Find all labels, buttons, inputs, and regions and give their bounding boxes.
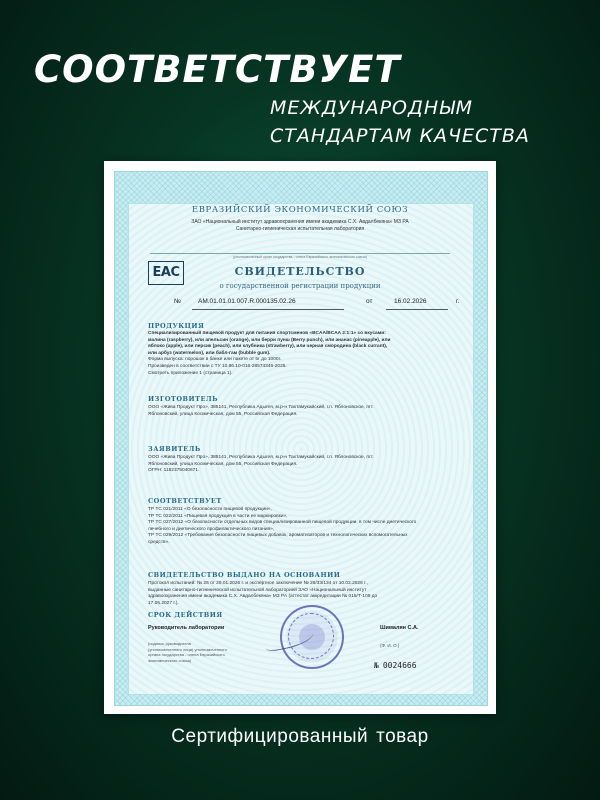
applicant-text (148, 455, 454, 475)
basis-text (148, 581, 454, 607)
footer-caption (0, 726, 600, 748)
basis-line: Протокол испытаний: № 26 от 29.01.2026 г. и экспертное заключение № 26/33/134 от 10.02.2026 г., (148, 581, 368, 586)
number-label: № (174, 298, 181, 305)
certificate-title: СВИДЕТЕЛЬСТВО (234, 265, 366, 278)
serial-value: 0024666 (382, 661, 417, 670)
applicant-heading: ЗАЯВИТЕЛЬ (148, 445, 201, 453)
conforms-line: ТР ТС 027/2012 «О безопасности отдельных видов специализированной пищевой продукции, в том числе диетического (148, 520, 417, 526)
basis-line: здравоохранения имени академика С.Х. Авдалбекяна» МЗ РА (аттестат аккредитации № 015/Т-109 до (148, 594, 378, 600)
product-line: Форма выпуска: порошок в банке или пакете от 5г до 1000г. (148, 357, 282, 363)
manufacturer-heading: ИЗГОТОВИТЕЛЬ (148, 395, 219, 403)
issuer-line: Санитарно-гигиеническая испытательная лаборатория (235, 226, 365, 232)
date-label: от (366, 298, 373, 305)
conforms-heading: СООТВЕТСТВУЕТ (148, 497, 222, 505)
headline: СООТВЕТСТВУЕТ (34, 48, 401, 91)
serial-number (374, 661, 417, 670)
conforms-text (148, 507, 454, 547)
issuer-line: ЗАО «Национальный институт здравоохранения имени академика С.Х. Авдалбекяна» МЗ РА (191, 219, 409, 225)
subheadline-line: СТАНДАРТАМ КАЧЕСТВА (270, 125, 530, 147)
number-underline (192, 309, 344, 310)
conforms-line: ТР ТС 022/2011 «Пищевая продукция в части ее маркировки», (148, 513, 288, 519)
footnote-line: (подпись руководителя (148, 641, 191, 646)
product-heading: ПРОДУКЦИЯ (148, 322, 205, 330)
product-line: или арбуз (watermelon), или бабл-гам (bubble gum). (148, 350, 271, 356)
manufacturer-text (148, 405, 454, 418)
footer-word: товар (376, 726, 429, 747)
signer-role: Руководитель лаборатории (148, 625, 225, 631)
applicant-line: Яблоновский, улица Космическая, дом 55, Российская Федерация. (148, 461, 298, 467)
date-underline (386, 309, 448, 310)
applicant-line: ООО «Жива Продукт Про», 385141, Республика Адыгея, м.р-н Тахтамукайский, г.п. Яблоновское, пгт. (148, 455, 374, 460)
body-caption: (уполномоченный орган государства - члена Евразийского экономического союза) (233, 255, 367, 259)
footnote-line: (уполномоченного лица) уполномоченного (148, 646, 227, 652)
basis-line: выданные санитарно-гигиенической испытательной лабораторией ЗАО «Национальный институт (148, 587, 367, 593)
union-title: ЕВРАЗИЙСКИЙ ЭКОНОМИЧЕСКИЙ СОЮЗ (191, 205, 409, 215)
product-line: Произведен в соответствии с ТУ 10.86.10-016-28574346-2025. (148, 363, 287, 369)
footnote-line: экономического союза) (148, 657, 192, 663)
product-line: Специализированный пищевой продукт для питания спортсменов «BCAA/BCAA 2:1:1» со вкусами: (148, 331, 386, 336)
conforms-line: ТР ТС 029/2012 «Требования безопасности пищевых добавок, ароматизаторов и технологических вспомогательных (148, 533, 408, 539)
certificate-subtitle: о государственной регистрации продукции (219, 282, 381, 290)
conforms-line: лечебного и диетического профилактического питания», (148, 526, 275, 532)
signature-footnote (148, 641, 248, 663)
stamp-caption: (Ф. И. О.) (380, 643, 400, 648)
subheadline-line: МЕЖДУНАРОДНЫМ (270, 97, 474, 119)
footnote-line: органа государства - члена Евразийского (148, 652, 225, 657)
manufacturer-line: Яблоновский, улица Космическая, дом 55, Российская Федерация. (148, 411, 298, 417)
subheadline (270, 94, 580, 150)
certificate (104, 161, 496, 714)
product-line: малина (raspberry), или апельсин (orange), или берри пунш (Berry punch), или ананас (pineapple), или (148, 337, 391, 343)
applicant-line: ОГРН: 1182375040671. (148, 468, 200, 474)
manufacturer-line: ООО «Жива Продукт Про», 385141, Республика Адыгея, м.р-н Тахтамукайский, г.п. Яблоновское, пгт. (148, 405, 374, 410)
footer-word: Сертифицированный (171, 726, 369, 747)
serial-label: № (374, 661, 379, 670)
product-text (148, 331, 454, 377)
product-line: яблоко (apple), или персик (peach), или клубника (strawberry), или черная смородина (black currant), (148, 344, 388, 350)
conforms-line: ТР ТС 021/2011 «О безопасности пищевой продукции», (148, 507, 272, 512)
eac-mark: EAC (148, 261, 184, 285)
year-suffix: г. (456, 298, 460, 305)
conforms-line: средств». (148, 539, 170, 545)
basis-line: 17.05.2027 г.). (148, 600, 179, 606)
basis-heading: СВИДЕТЕЛЬСТВО ВЫДАНО НА ОСНОВАНИИ (148, 571, 341, 579)
registration-date: 16.02.2026 (394, 298, 427, 305)
product-line: Смотреть приложение 1 (страница 1). (148, 370, 233, 376)
divider (150, 253, 450, 254)
registration-number: AM.01.01.01.007.R.000135.02.26 (198, 298, 296, 305)
signer-name: Шималян С.А. (380, 625, 419, 631)
validity-heading: СРОК ДЕЙСТВИЯ (148, 611, 223, 619)
